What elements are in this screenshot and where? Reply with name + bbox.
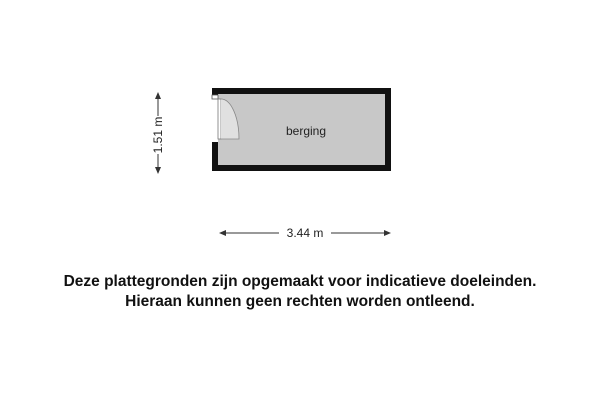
width-dimension [219,226,391,240]
width-dimension-label: 3.44 m [286,226,324,240]
height-arrow-top [155,92,161,99]
height-dimension [151,92,165,174]
door-frame-top [212,95,218,99]
disclaimer-line-2: Hieraan kunnen geen rechten worden ontleend. [125,293,475,310]
width-arrow-left [219,230,226,236]
height-dimension-label: 1.51 m [151,116,165,154]
door-leaf [218,99,221,139]
disclaimer-line-1: Deze plattegronden zijn opgemaakt voor indicatieve doeleinden. [63,273,537,290]
height-arrow-bottom [155,167,161,174]
width-arrow-right [384,230,391,236]
door-opening [212,96,218,142]
room-label: berging [285,124,327,138]
